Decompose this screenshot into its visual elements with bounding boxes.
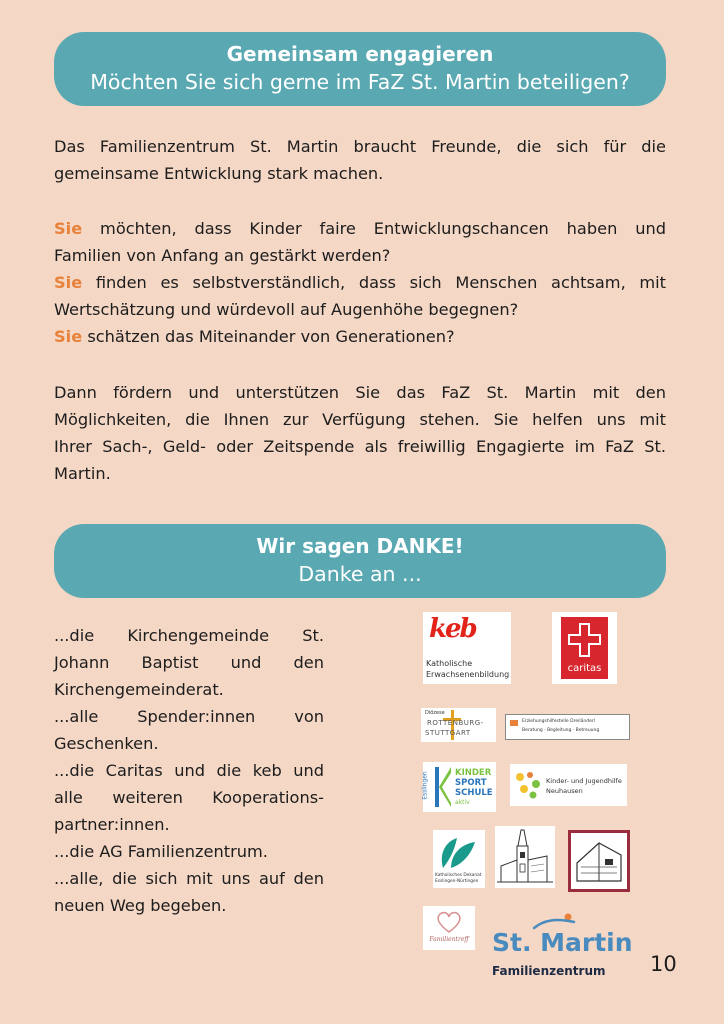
familientreff-logo	[423, 906, 475, 950]
intro-line: Das Familienzentrum St. Martin braucht Freunde, die sich für die	[54, 137, 666, 156]
sportschule-l3: SCHULE	[455, 788, 493, 798]
keb-line-2: Erwachsenenbildung	[426, 670, 510, 679]
caritas-cross-icon	[561, 617, 608, 663]
sie-keyword: Sie	[54, 327, 83, 346]
support-line: Dann fördern und unterstützen Sie das FaZ St. Martin mit den	[54, 383, 666, 402]
rottenburg-line-1: ROTTENBURG-	[427, 719, 484, 727]
sportschule-l2: SPORT	[455, 778, 487, 788]
thanks-banner	[54, 524, 666, 598]
sportschule-l4: aktiv	[455, 799, 470, 806]
stmartin-sub: Familienzentrum	[492, 964, 606, 978]
thanks-line: partner:innen.	[54, 815, 170, 834]
support-line: Martin.	[54, 464, 111, 483]
erziehung-line-2: Beratung · Begleitung · Betreuung	[522, 728, 600, 733]
heart-icon	[434, 910, 464, 934]
thanks-list	[54, 622, 324, 919]
intro-line: gemeinsame Entwicklung stark machen.	[54, 164, 384, 183]
rottenburg-logo	[421, 708, 496, 742]
question-line: Wertschätzung und würdevoll auf Augenhöhe begegnen?	[54, 300, 519, 319]
question-line: Familien von Anfang an gestärkt werden?	[54, 246, 391, 265]
question-line: Sie finden es selbstverständlich, dass sich Menschen achtsam, mit	[54, 273, 666, 292]
sportschule-side-text: Esslingen	[421, 771, 429, 800]
thanks-line: ...die Caritas und die keb und	[54, 761, 324, 780]
keb-logo	[423, 612, 511, 684]
caritas-text: caritas	[567, 663, 602, 674]
stmartin-brand	[488, 912, 633, 982]
support-paragraph	[54, 379, 666, 487]
erziehungshilfe-logo	[505, 714, 630, 740]
keb-line-1: Katholische	[426, 659, 473, 668]
kindersportschule-logo	[423, 762, 496, 812]
sport-k-icon	[433, 765, 453, 809]
question-line: Sie möchten, dass Kinder faire Entwicklungschancen haben und	[54, 219, 666, 238]
dekanat-line-1: Katholisches Dekanat	[435, 873, 482, 878]
rottenburg-line-2: STUTTGART	[425, 729, 471, 737]
sportschule-l1: KINDER	[455, 768, 492, 778]
dekanat-line-2: Esslingen-Nürtingen	[435, 879, 479, 884]
jugendhilfe-logo	[510, 764, 627, 806]
thanks-line: ...alle Spender:innen von	[54, 707, 324, 726]
thanks-line: ...die AG Familienzentrum.	[54, 842, 268, 861]
dekanat-leaf-icon	[437, 834, 481, 870]
jugendhilfe-line-1: Kinder- und Jugendhilfe	[546, 777, 622, 785]
engagement-title: Gemeinsam engagieren	[226, 42, 494, 66]
familientreff-text: Familientreff	[429, 936, 469, 943]
engagement-banner	[54, 32, 666, 106]
rottenburg-small: Diözese	[425, 710, 445, 716]
questions-paragraph	[54, 215, 666, 350]
page-number: 10	[650, 952, 677, 976]
jugendhilfe-line-2: Neuhausen	[546, 787, 583, 795]
caritas-box	[561, 617, 608, 679]
sie-keyword: Sie	[54, 219, 83, 238]
stmartin-name: St. Martin	[492, 928, 633, 957]
thanks-subtitle: Danke an ...	[298, 562, 422, 586]
caritas-logo	[552, 612, 617, 684]
thanks-line: ...alle, die sich mit uns auf den	[54, 869, 324, 888]
church-logo	[495, 826, 555, 888]
thanks-line: ...die Kirchengemeinde St.	[54, 626, 324, 645]
church-sketch-icon	[495, 826, 555, 888]
keb-mark: keb	[429, 614, 476, 644]
thanks-line: alle weiteren Kooperations-	[54, 788, 324, 807]
intro-paragraph	[54, 133, 666, 187]
question-line: Sie schätzen das Miteinander von Generationen?	[54, 327, 455, 346]
framed-logo	[568, 830, 630, 892]
thanks-title: Wir sagen DANKE!	[256, 534, 464, 558]
thanks-line: Kirchengemeinderat.	[54, 680, 224, 699]
erziehung-line-1: Erziehungshilfestelle Dreiländerl	[522, 719, 595, 724]
engagement-subtitle: Möchten Sie sich gerne im FaZ St. Martin beteiligen?	[90, 70, 630, 94]
house-sketch-icon	[571, 833, 627, 889]
support-line: Ihrer Sach-, Geld- oder Zeitspende als freiwillig Engagierte im FaZ St.	[54, 437, 666, 456]
sie-keyword: Sie	[54, 273, 83, 292]
support-line: Möglichkeiten, die Ihnen zur Verfügung stehen. Sie helfen uns mit	[54, 410, 666, 429]
thanks-line: Johann Baptist und den	[54, 653, 324, 672]
thanks-line: Geschenken.	[54, 734, 159, 753]
erziehung-flag-icon	[510, 720, 518, 726]
dekanat-logo	[433, 830, 485, 888]
thanks-line: neuen Weg begeben.	[54, 896, 227, 915]
jugendhilfe-dots-icon	[512, 767, 544, 803]
